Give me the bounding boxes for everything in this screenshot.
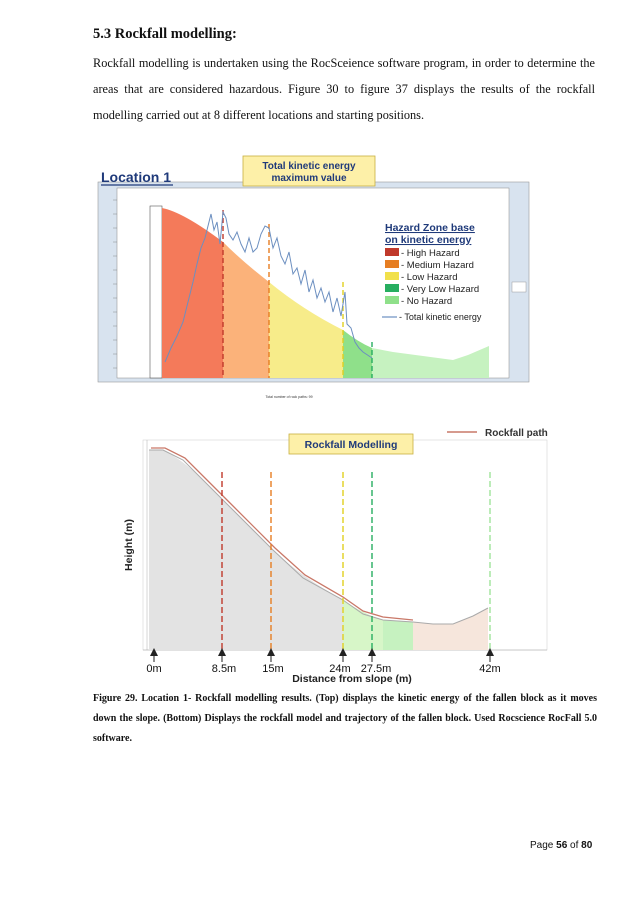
legend-label-0: - High Hazard bbox=[401, 248, 460, 259]
footer-page: 56 bbox=[556, 840, 568, 851]
plot-footnote: Total number of rock paths: 99 bbox=[265, 395, 313, 399]
side-legend-box bbox=[512, 282, 526, 292]
model-title: Rockfall Modelling bbox=[304, 439, 398, 451]
rockfall-legend-label: Rockfall path bbox=[485, 428, 548, 439]
marker-label-0: 0m bbox=[146, 663, 162, 675]
intro-paragraph: Rockfall modelling is undertaken using the RocSceience software program, in order to determine the areas that are considered hazardous. Figure 30 to figure 37 displays the results of the rockfall modelling carried out at 8 different locations and starting positions. bbox=[93, 56, 595, 122]
start-zone bbox=[150, 206, 162, 378]
footer-total: 80 bbox=[581, 840, 593, 851]
legend-swatch-2 bbox=[385, 272, 399, 280]
slope-zone-verylow bbox=[383, 620, 413, 650]
marker-label-1: 8.5m bbox=[211, 663, 237, 675]
legend-swatch-4 bbox=[385, 296, 399, 304]
title-line-2: maximum value bbox=[271, 173, 347, 184]
legend-swatch-3 bbox=[385, 284, 399, 292]
legend-label-3: - Very Low Hazard bbox=[401, 284, 480, 295]
legend-title-1: Hazard Zone base bbox=[385, 222, 475, 234]
model-xlabel: Distance from slope (m) bbox=[292, 673, 412, 685]
figure-caption: Figure 29. Location 1- Rockfall modelling results. (Top) displays the kinetic energy of the fallen block as it moves down the slope. (Bottom) Displays the rockfall model and trajectory of the fallen block. Used Rocscience RocFall 5.0 software. bbox=[93, 693, 597, 744]
rockfall-model-figure bbox=[93, 410, 555, 686]
marker-label-2: 15m bbox=[262, 663, 284, 675]
page-footer bbox=[530, 840, 592, 851]
marker-label-3: 24m bbox=[329, 663, 351, 675]
legend-title-2: on kinetic energy bbox=[385, 234, 472, 246]
marker-label-4: 27.5m bbox=[360, 663, 392, 675]
model-ylabel: Height (m) bbox=[123, 519, 135, 571]
legend-swatch-0 bbox=[385, 248, 399, 256]
title-line-1: Total kinetic energy bbox=[262, 161, 356, 172]
marker-label-5: 42m bbox=[479, 663, 501, 675]
kinetic-energy-figure bbox=[93, 152, 535, 404]
footer-prefix: Page bbox=[530, 840, 557, 851]
legend-label-4: - No Hazard bbox=[401, 296, 453, 307]
footer-sep: of bbox=[567, 840, 582, 851]
section-heading: 5.3 Rockfall modelling: bbox=[93, 26, 237, 42]
legend-swatch-1 bbox=[385, 260, 399, 268]
location-label: Location 1 bbox=[101, 169, 172, 185]
legend-label-2: - Low Hazard bbox=[401, 272, 458, 283]
legend-energy-label: - Total kinetic energy bbox=[399, 312, 482, 322]
legend-label-1: - Medium Hazard bbox=[401, 260, 474, 271]
